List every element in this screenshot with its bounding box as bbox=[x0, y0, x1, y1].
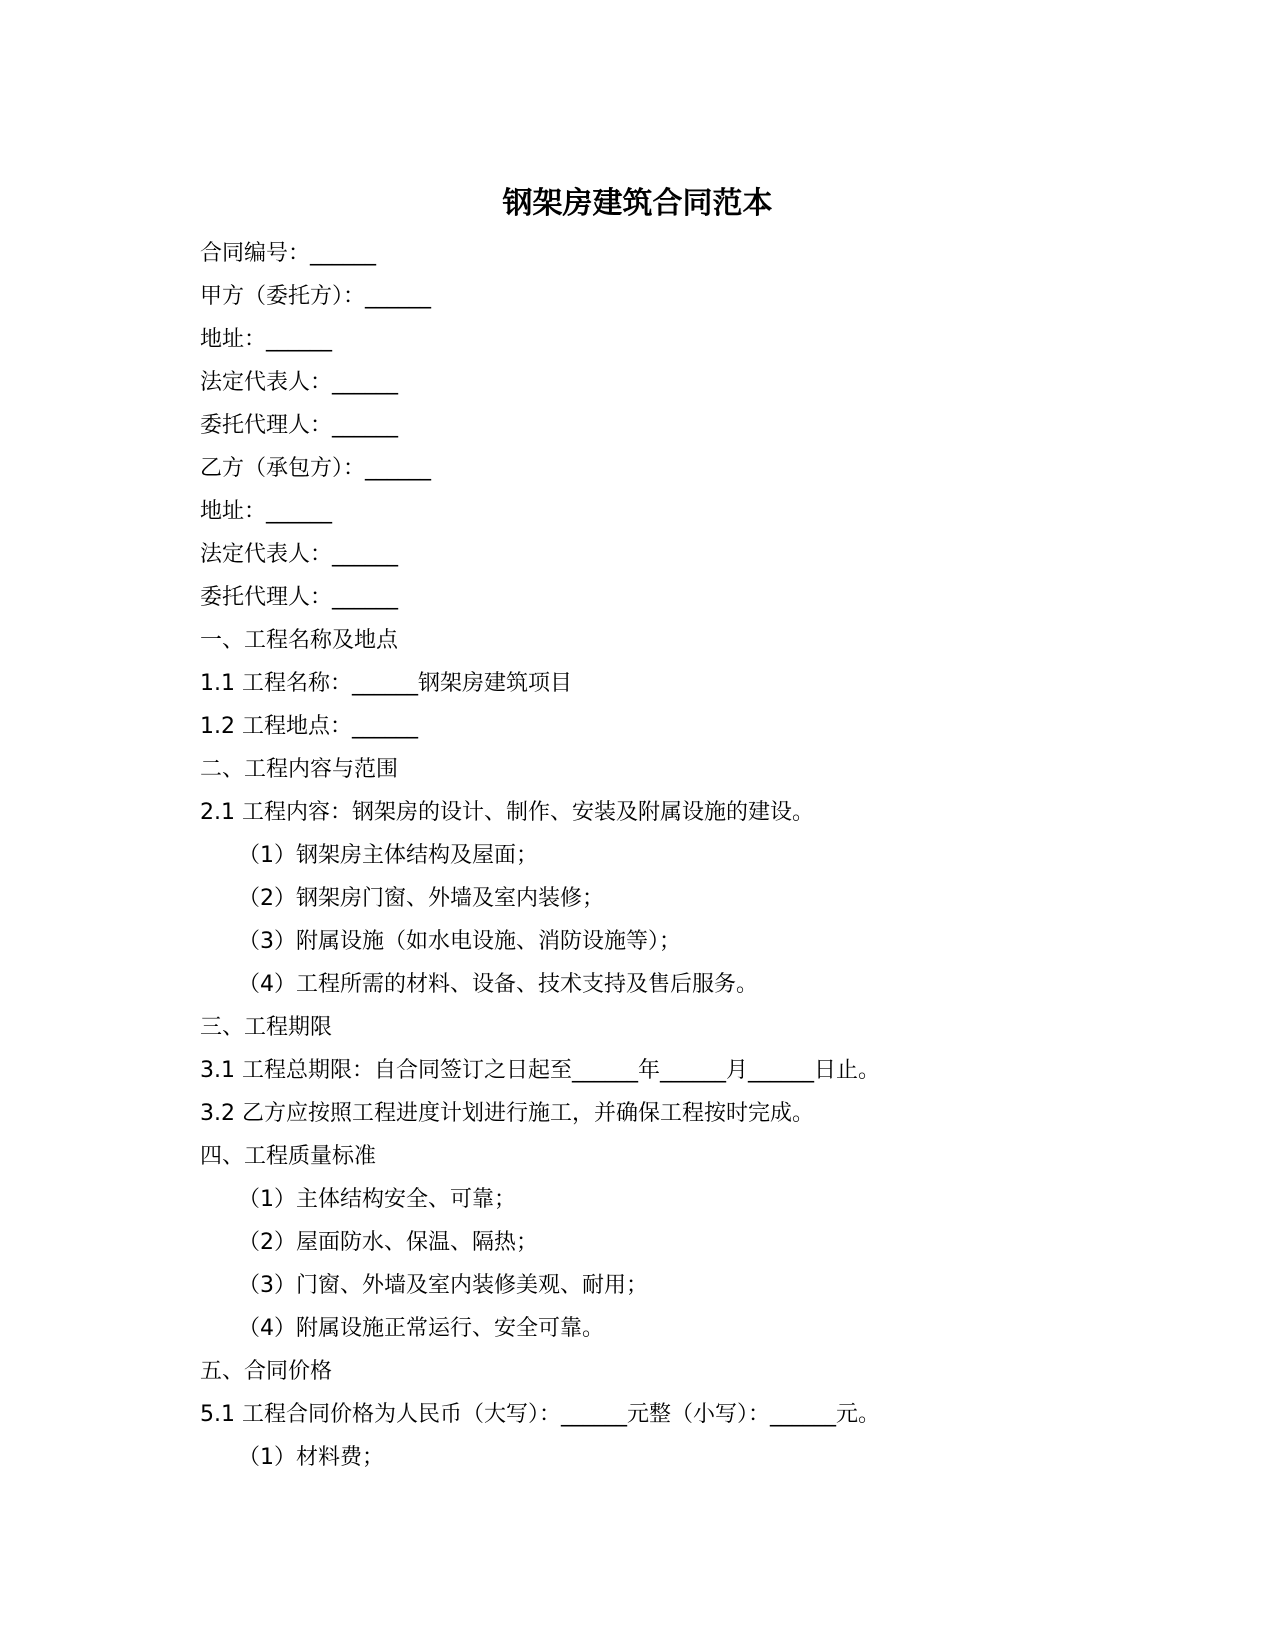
text-line: 地址：______ bbox=[200, 499, 333, 524]
text-line: （1）钢架房主体结构及屋面； bbox=[238, 843, 538, 868]
text-line: 二、工程内容与范围 bbox=[200, 757, 399, 782]
text-line: 一、工程名称及地点 bbox=[200, 628, 399, 653]
text-line: （2）钢架房门窗、外墙及室内装修； bbox=[238, 886, 604, 911]
text-line: （4）工程所需的材料、设备、技术支持及售后服务。 bbox=[238, 972, 758, 997]
text-line: （4）附属设施正常运行、安全可靠。 bbox=[238, 1316, 604, 1341]
text-line: 3.1 工程总期限：自合同签订之日起至______年______月______日止。 bbox=[200, 1058, 880, 1083]
text-line: 乙方（承包方）：______ bbox=[200, 456, 432, 481]
text-line: 3.2 乙方应按照工程进度计划进行施工，并确保工程按时完成。 bbox=[200, 1101, 814, 1126]
text-line: 五、合同价格 bbox=[200, 1359, 333, 1384]
text-line: 5.1 工程合同价格为人民币（大写）：______元整（小写）：______元。 bbox=[200, 1402, 880, 1427]
text-line: 四、工程质量标准 bbox=[200, 1144, 377, 1169]
text-line: 合同编号：______ bbox=[200, 241, 377, 266]
text-line: 1.2 工程地点：______ bbox=[200, 714, 418, 739]
document-body bbox=[200, 232, 880, 1479]
text-line: 委托代理人：______ bbox=[200, 413, 399, 438]
text-line: 三、工程期限 bbox=[200, 1015, 333, 1040]
text-line: 地址：______ bbox=[200, 327, 333, 352]
document-title: 钢架房建筑合同范本 bbox=[502, 186, 773, 221]
text-line: 法定代表人：______ bbox=[200, 542, 399, 567]
text-line: （3）附属设施（如水电设施、消防设施等）； bbox=[238, 929, 681, 954]
text-line: （2）屋面防水、保温、隔热； bbox=[238, 1230, 538, 1255]
text-line: （1）材料费； bbox=[238, 1445, 384, 1470]
text-line: 法定代表人：______ bbox=[200, 370, 399, 395]
text-line: 甲方（委托方）：______ bbox=[200, 284, 432, 309]
text-line: （3）门窗、外墙及室内装修美观、耐用； bbox=[238, 1273, 648, 1298]
text-line: 委托代理人：______ bbox=[200, 585, 399, 610]
text-line: 2.1 工程内容：钢架房的设计、制作、安装及附属设施的建设。 bbox=[200, 800, 814, 825]
text-line: 1.1 工程名称：______钢架房建筑项目 bbox=[200, 671, 572, 696]
text-line: （1）主体结构安全、可靠； bbox=[238, 1187, 516, 1212]
